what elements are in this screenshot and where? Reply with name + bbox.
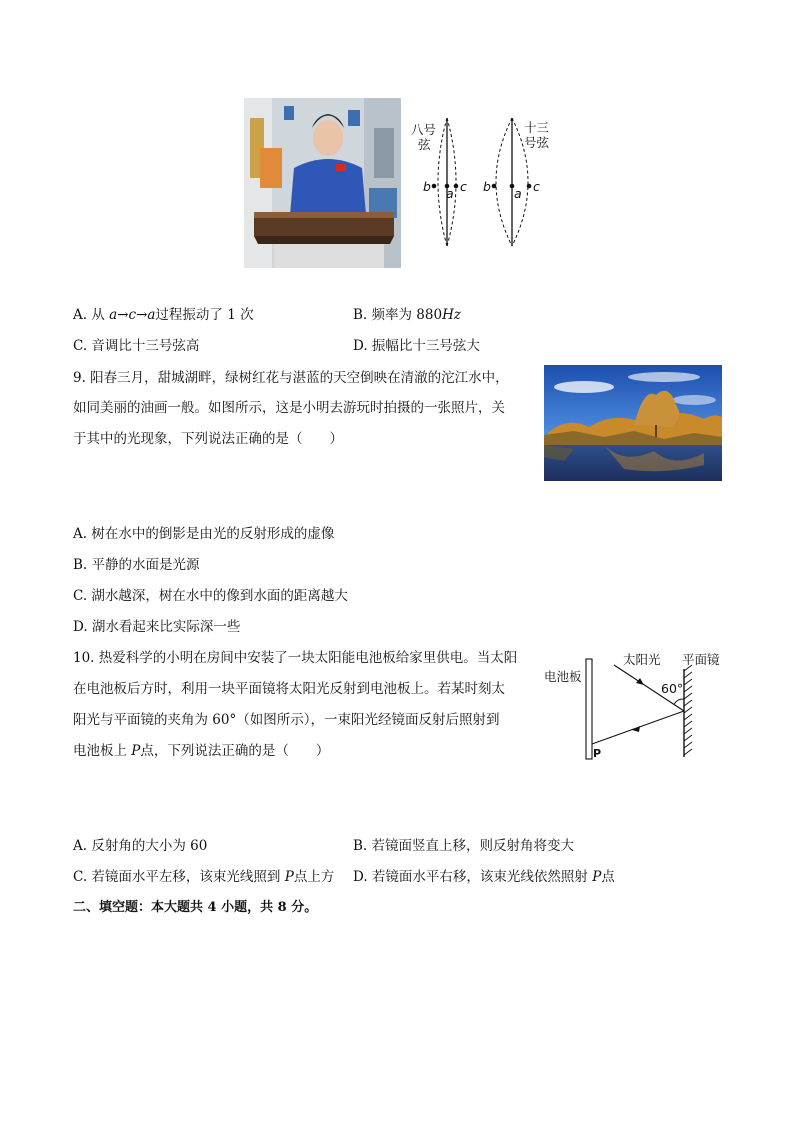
q10-stem-line-2: 在电池板后方时，利用一块平面镜将太阳光反射到电池板上。若某时刻太 [73,681,505,697]
q10-stem-line-4: 电池板上 P点，下列说法正确的是（ ） [73,743,330,759]
q9-option-d: D. 湖水看起来比实际深一些 [73,619,241,635]
astronaut-guzheng-photo [244,98,401,268]
string13-label-2: 号弦 [524,135,550,150]
q8-option-b: B. 频率为 880Hz [353,307,461,323]
angle-label: 60° [661,681,684,696]
q10-stem-line-3: 阳光与平面镜的夹角为 60°（如图所示），一束阳光经镜面反射后照射到 [73,712,500,728]
string13-label-1: 十三 [524,120,550,135]
point-p-label: P [593,747,602,760]
q8-option-d: D. 振幅比十三号弦大 [353,338,480,354]
q10-option-b: B. 若镜面竖直上移，则反射角将变大 [353,838,575,854]
q10-option-a: A. 反射角的大小为 60 [73,838,208,854]
string13-point-a: a [514,186,522,201]
q8-option-c: C. 音调比十三号弦高 [73,338,200,354]
lake-reflection-photo [544,365,722,481]
string8-point-a: a [446,186,454,201]
sunlight-label: 太阳光 [623,652,661,667]
q9-stem-line-3: 于其中的光现象，下列说法正确的是（ ） [73,431,343,447]
string13-point-b: b [483,179,491,194]
q10-stem-line-1: 10. 热爱科学的小明在房间中安装了一块太阳能电池板给家里供电。当太阳 [73,650,518,666]
q10-option-d: D. 若镜面水平右移，该束光线依然照射 P点 [353,869,615,885]
q8-option-a: A. 从 a→c→a过程振动了 1 次 [73,307,254,323]
solar-panel-label: 电池板 [544,669,582,684]
q9-stem-line-2: 如同美丽的油画一般。如图所示，这是小明去游玩时拍摄的一张照片，关 [73,400,505,416]
q9-option-a: A. 树在水中的倒影是由光的反射形成的虚像 [73,526,335,542]
string8-label-1: 八号 [411,122,437,137]
solar-panel [586,659,592,759]
mirror-label: 平面镜 [682,652,720,667]
section-2-heading: 二、填空题：本大题共 4 小题，共 8 分。 [73,900,318,915]
q9-option-b: B. 平静的水面是光源 [73,557,200,573]
string13-point-c: c [533,179,540,194]
q10-option-c: C. 若镜面水平左移，该束光线照到 P点上方 [73,869,335,885]
q9-option-c: C. 湖水越深，树在水中的像到水面的距离越大 [73,588,348,604]
string8-point-b: b [423,179,431,194]
q9-stem-line-1: 9. 阳春三月，甜城湖畔，绿树红花与湛蓝的天空倒映在清澈的沱江水中， [73,370,509,386]
string8-label-2: 弦 [418,137,431,152]
string8-point-c: c [460,179,467,194]
